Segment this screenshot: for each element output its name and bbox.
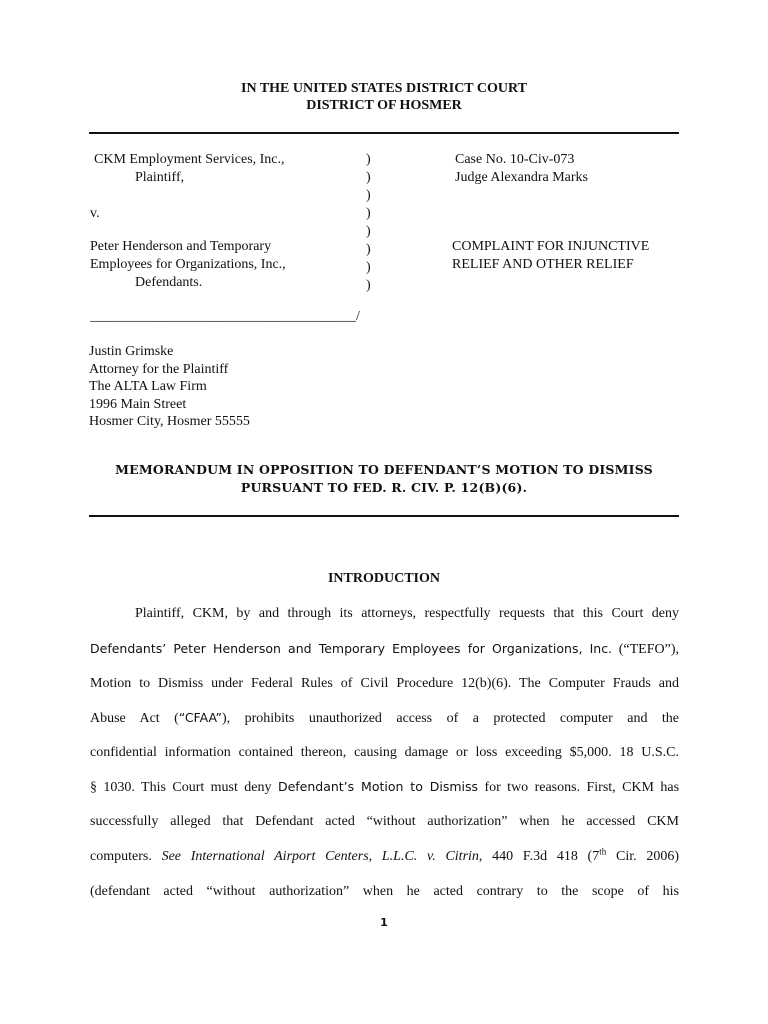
paren: ) — [366, 278, 371, 293]
judge-name: Judge Alexandra Marks — [455, 170, 588, 185]
page-number: 1 — [380, 916, 388, 929]
body-line-6-c: for two reasons. First, CKM has — [484, 780, 680, 795]
body-line-8-citation: See International Airport Centers, L.L.C. v. Citrin — [161, 849, 479, 864]
body-line-6-motion: Defendant’s Motion to Dismiss — [277, 779, 479, 794]
defendant-line-1: Peter Henderson and Temporary — [90, 239, 272, 254]
body-line-4-cfaa: “CFAA” — [178, 710, 222, 725]
body-line-9: (defendant acted “without authorization” when he acted contrary to the scope of his — [90, 884, 679, 899]
paren: ) — [366, 206, 371, 221]
body-line-2-text: Defendants’ Peter Henderson and Temporary Employees for Organizations, Inc. — [90, 641, 613, 656]
body-line-5: confidential information contained thereon, causing damage or loss exceeding $5,000. 18 U.S.C. — [90, 745, 679, 760]
versus-label: v. — [90, 206, 100, 221]
paren: ) — [366, 260, 371, 275]
memorandum-title-line-1: MEMORANDUM IN OPPOSITION TO DEFENDANT’S MOTION TO DISMISS — [115, 462, 653, 477]
attorney-block — [89, 343, 250, 431]
body-line-2 — [90, 640, 679, 659]
paren: ) — [366, 242, 371, 257]
attorney-street: 1996 Main Street — [89, 396, 187, 412]
memo-rule — [89, 515, 679, 517]
court-district: DISTRICT OF HOSMER — [306, 98, 462, 113]
caption-paren-column — [366, 151, 376, 295]
attorney-role: Attorney for the Plaintiff — [89, 361, 229, 377]
paren: ) — [366, 152, 371, 167]
plaintiff-role: Plaintiff, — [135, 170, 185, 185]
body-line-8-sup: th — [599, 846, 607, 857]
case-number: Case No. 10-Civ-073 — [455, 152, 575, 167]
top-rule — [89, 132, 679, 134]
paren: ) — [366, 170, 371, 185]
body-line-6 — [90, 778, 679, 797]
body-line-4 — [90, 709, 679, 728]
body-line-4-c: ), prohibits unauthorized access of a protected computer and the — [221, 711, 679, 726]
memorandum-title — [0, 461, 768, 497]
body-line-8 — [90, 848, 679, 866]
attorney-city: Hosmer City, Hosmer 55555 — [89, 414, 250, 429]
section-heading: INTRODUCTION — [327, 571, 440, 586]
body-line-3: Motion to Dismiss under Federal Rules of Civil Procedure 12(b)(6). The Computer Frauds and — [90, 676, 679, 691]
body-line-8-a: computers. — [90, 849, 152, 864]
body-line-6-a: § 1030. This Court must deny — [90, 780, 272, 795]
attorney-name: Justin Grimske — [89, 344, 174, 359]
body-line-7: successfully alleged that Defendant acted “without authorization” when he accessed CKM — [90, 814, 679, 829]
defendant-role: Defendants. — [135, 275, 203, 290]
body-line-8-c: , 440 F.3d 418 (7 — [478, 849, 600, 864]
complaint-title-line-1: COMPLAINT FOR INJUNCTIVE — [452, 239, 650, 254]
complaint-title-line-2: RELIEF AND OTHER RELIEF — [452, 257, 634, 272]
plaintiff-name: CKM Employment Services, Inc., — [94, 152, 285, 167]
court-name: IN THE UNITED STATES DISTRICT COURT — [241, 81, 527, 96]
defendant-line-2: Employees for Organizations, Inc., — [90, 257, 286, 272]
body-line-1: Plaintiff, CKM, by and through its attorneys, respectfully requests that this Court deny — [135, 606, 679, 621]
body-line-2-tefo: (“TEFO”), — [618, 642, 680, 657]
paren: ) — [366, 224, 371, 239]
memorandum-title-line-2: PURSUANT TO FED. R. CIV. P. 12(B)(6). — [240, 480, 528, 495]
attorney-firm: The ALTA Law Firm — [89, 379, 207, 394]
caption-separator: ______________________________________/ — [90, 309, 360, 324]
body-line-4-a: Abuse Act ( — [90, 711, 179, 726]
paren: ) — [366, 188, 371, 203]
body-line-8-d: Cir. 2006) — [606, 849, 680, 864]
